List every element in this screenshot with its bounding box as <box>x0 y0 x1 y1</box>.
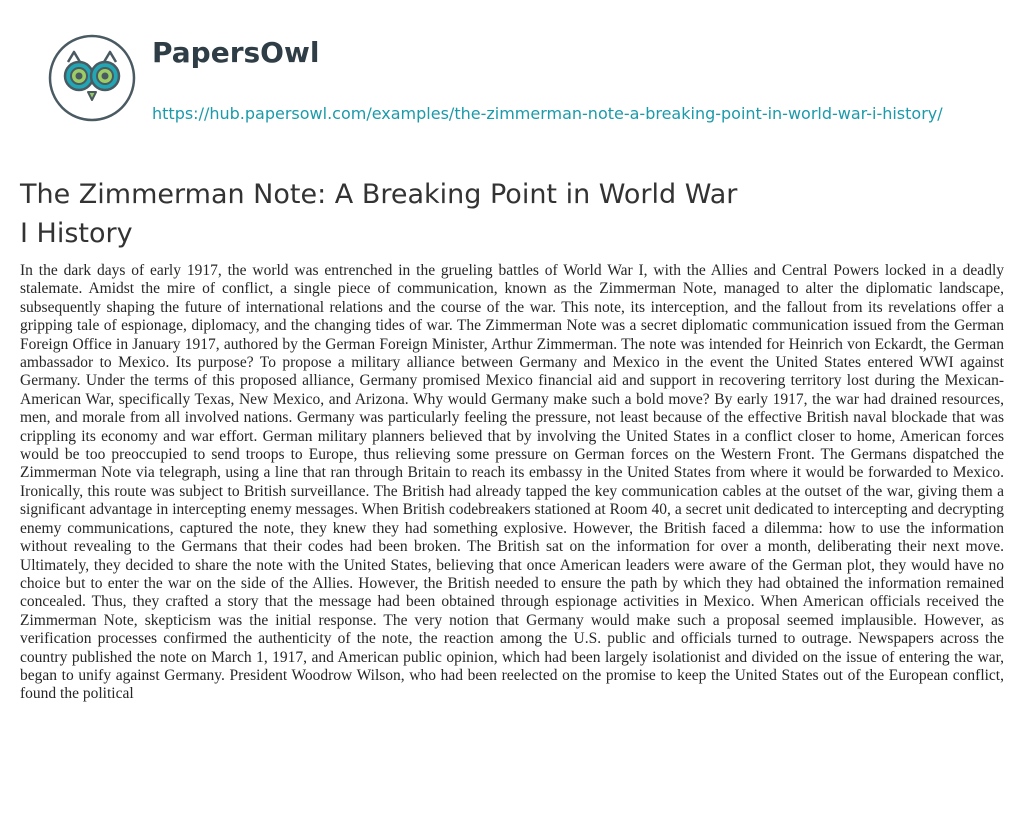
brand-name[interactable]: PapersOwl <box>152 36 320 69</box>
article-title: The Zimmerman Note: A Breaking Point in World War I History <box>20 179 738 249</box>
owl-logo-icon[interactable] <box>48 34 136 122</box>
site-header <box>48 34 988 154</box>
source-url-link[interactable]: https://hub.papersowl.com/examples/the-zimmerman-note-a-breaking-point-in-world-war-i-history/ <box>152 104 943 123</box>
article-body: In the dark days of early 1917, the world was entrenched in the grueling battles of World War I, with the Allies and Central Powers locked in a deadly stalemate. Amidst the mire of conflict, a single piece of communication, known as the Zimmerman Note, managed to alter the diplomatic landscape, subsequently shaping the future of international relations and the course of the war. This note, its interception, and the fallout from its revelations offer a gripping tale of espionage, diplomacy, and the changing tides of war. The Zimmerman Note was a secret diplomatic communication issued from the German Foreign Office in January 1917, authored by the German Foreign Minister, Arthur Zimmerman. The note was intended for Heinrich von Eckardt, the German ambassador to Mexico. Its purpose? To propose a military alliance between Germany and Mexico in the event the United States entered WWI against Germany. Under the terms of this proposed alliance, Germany promised Mexico financial aid and support in recovering territory lost during the Mexican-American War, specifically Texas, New Mexico, and Arizona. Why would Germany make such a bold move? By early 1917, the war had drained resources, men, and morale from all involved nations. Germany was particularly feeling the pressure, not least because of the effective British naval blockade that was crippling its economy and war effort. German military planners believed that by involving the United States in a conflict closer to home, American forces would be too preoccupied to send troops to Europe, thus relieving some pressure on German forces on the Western Front. The Germans dispatched the Zimmerman Note via telegraph, using a line that ran through Britain to reach its embassy in the United States from where it would be forwarded to Mexico. Ironically, this route was subject to British surveillance. The British had already tapped the key communication cables at the outset of the war, giving them a significant advantage in intercepting enemy messages. When British codebreakers stationed at Room 40, a secret unit dedicated to intercepting and decrypting enemy communications, captured the note, they knew they had something explosive. However, the British faced a dilemma: how to use the information without revealing to the Germans that their codes had been broken. The British sat on the information for over a month, deliberating their next move. Ultimately, they decided to share the note with the United States, believing that once American leaders were aware of the German plot, they would have no choice but to enter the war on the side of the Allies. However, the British needed to ensure the path by which they had obtained the information remained concealed. Thus, they crafted a story that the message had been obtained through espionage activities in Mexico. When American officials received the Zimmerman Note, skepticism was the initial response. The very notion that Germany would make such a proposal seemed implausible. However, as verification processes confirmed the authenticity of the note, the reaction among the U.S. public and officials turned to outrage. Newspapers across the country published the note on March 1, 1917, and American public opinion, which had been largely isolationist and divided on the issue of entering the war, began to unify against Germany. President Woodrow Wilson, who had been reelected on the promise to keep the United States out of the European conflict, found the political <box>20 262 1004 703</box>
